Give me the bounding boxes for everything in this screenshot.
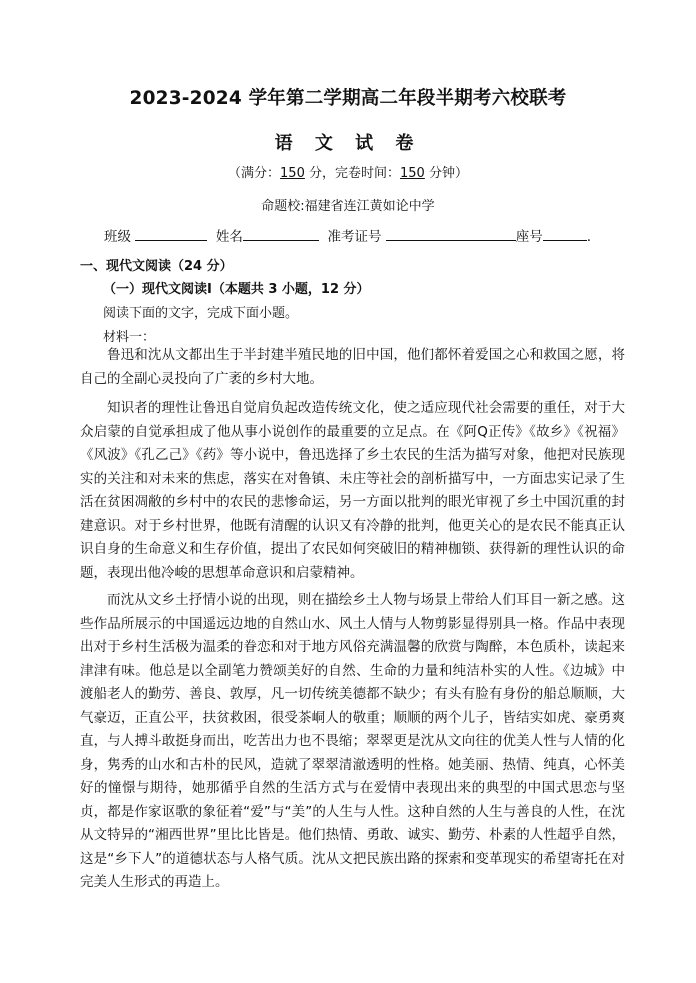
name-blank[interactable] (243, 227, 319, 241)
paragraph-1: 鲁迅和沈从文都出生于半封建半殖民地的旧中国，他们都怀着爱国之心和救国之愿，将自己的全副心灵投向了广袤的乡村大地。 (80, 347, 625, 387)
seat-label: 座号 (515, 229, 543, 245)
instruction-text: 阅读下面的文字，完成下面小题。 (103, 306, 299, 321)
full-score-value: 150 (280, 166, 305, 181)
score-prefix: （满分： (228, 166, 281, 181)
exam-id-label: 准考证号 (327, 229, 382, 245)
subsection-heading: （一）现代文阅读Ⅰ（本题共 3 小题，12 分） (103, 282, 370, 297)
end-mark: . (586, 229, 592, 245)
seat-blank[interactable] (543, 227, 587, 241)
exam-title: 2023-2024 学年第二学期高二年段半期考六校联考 (129, 88, 567, 109)
name-label: 姓名 (215, 229, 243, 245)
student-info-row (104, 225, 591, 245)
paragraph-2: 知识者的理性让鲁迅自觉肩负起改造传统文化，使之适应现代社会需要的重任，对于大众启蒙的自觉承担成了他从事小说创作的最重要的立足点。在《阿Q正传》《故乡》《祝福》《风波》《孔乙己》《药》等小说中，鲁迅选择了乡土农民的生活为描写对象，他把对民族现实的关注和对未来的焦虑，落实在对鲁镇、未庄等社会的剖析描写中，一方面忠实记录了生活在贫困凋敝的乡村中的农民的悲惨命运，另一方面以批判的眼光审视了乡土中国沉重的封建意识。对于乡村世界，他既有清醒的认识又有冷静的批判，他更关心的是农民不能真正认识自身的生命意义和生存价值，提出了农民如何突破旧的精神枷锁、获得新的理性认识的命题，表现出他冷峻的思想革命意识和启蒙精神。 (80, 400, 625, 581)
class-label: 班级 (104, 229, 131, 245)
class-blank[interactable] (135, 227, 207, 241)
section-heading: 一、现代文阅读（24 分） (80, 259, 233, 274)
school-line: 命题校:福建省连江黄如论中学 (261, 199, 435, 214)
score-suffix: 分钟） (424, 166, 468, 181)
exam-id-blank[interactable] (386, 227, 516, 241)
time-limit-value: 150 (400, 166, 425, 181)
subject-title: 语 文 试 卷 (274, 133, 422, 154)
score-mid: 分，完卷时间： (304, 166, 400, 181)
paragraph-3: 而沈从文乡土抒情小说的出现，则在描绘乡土人物与场景上带给人们耳目一新之感。这些作品所展示的中国遥远边地的自然山水、风土人情与人物剪影显得别具一格。作品中表现出对于乡村生活极为温柔的眷恋和对于地方风俗充满温馨的欣赏与陶醉，本色质朴，读起来津津有味。他总是以全副笔力赞颂美好的自然、生命的力量和纯洁朴实的人性。《边城》中渡船老人的勤劳、善良、敦厚，凡一切传统美德都不缺少；有头有脸有身份的船总顺顺，大气豪迈，正直公平，扶贫救困，很受茶峒人的敬重；顺顺的两个儿子，皆结实如虎、豪勇爽直，与人搏斗敢挺身而出，吃苦出力也不畏缩；翠翠更是沈从文向往的优美人性与人情的化身，隽秀的山水和古朴的民风，造就了翠翠清澈透明的性格。她美丽、热情、纯真，心怀美好的憧憬与期待，她那循乎自然的生活方式与在爱情中表现出来的典型的中国式思恋与坚贞，都是作家讴歌的象征着“爱”与“美”的人生与人性。这种自然的人生与善良的人性，在沈从文特异的“湘西世界”里比比皆是。他们热情、勇敢、诚实、勤劳、朴素的人性超乎自然，这是“乡下人”的道德状态与人格气质。沈从文把民族出路的探索和变革现实的希望寄托在对完美人生形式的再造上。 (80, 592, 625, 890)
material-label: 材料一： (103, 330, 156, 345)
score-time-line (0, 162, 696, 181)
